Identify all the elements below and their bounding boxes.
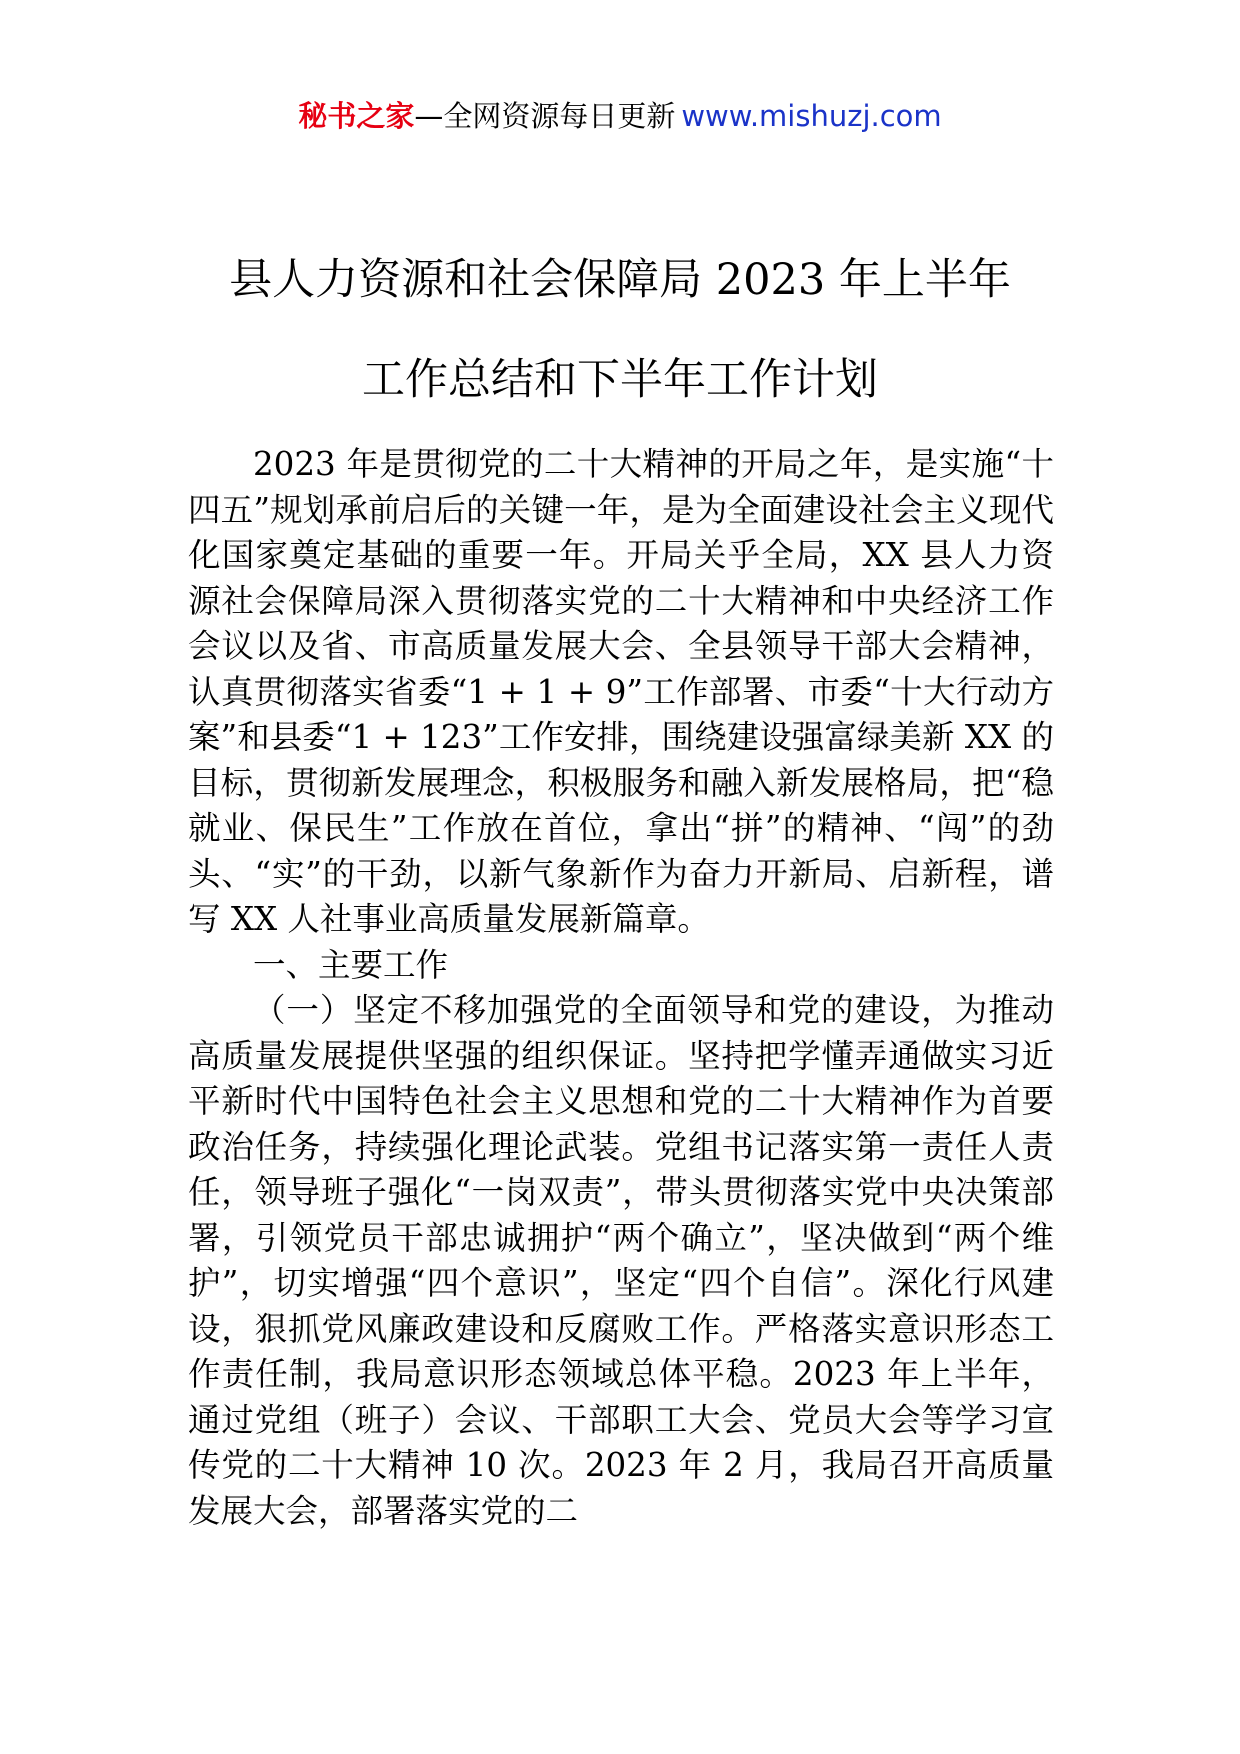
section-paragraph: （一）坚定不移加强党的全面领导和党的建设，为推动高质量发展提供坚强的组织保证。坚持把学懂弄通做实习近平新时代中国特色社会主义思想和党的二十大精神作为首要政治任务，持续强化理论武装。党组书记落实第一责任人责任，领导班子强化“一岗双责”，带头贯彻落实党中央决策部署，引领党员干部忠诚拥护“两个确立”，坚决做到“两个维护”，切实增强“四个意识”，坚定“四个自信”。深化行风建设，狠抓党风廉政建设和反腐败工作。严格落实意识形态工作责任制，我局意识形态领域总体平稳。2023 年上半年，通过党组（班子）会议、干部职工大会、党员大会等学习宣传党的二十大精神 10 次。2023 年 2 月，我局召开高质量发展大会，部署落实党的二 <box>188 991 1054 1530</box>
document-body <box>188 442 1054 1534</box>
site-header <box>0 96 1240 136</box>
website-link[interactable]: www.mishuzj.com <box>681 99 942 133</box>
intro-paragraph: 2023 年是贯彻党的二十大精神的开局之年，是实施“十四五”规划承前启后的关键一年，是为全面建设社会主义现代化国家奠定基础的重要一年。开局关乎全局，XX 县人力资源社会保障局深入贯彻落实党的二十大精神和中央经济工作会议以及省、市高质量发展大会、全县领导干部大会精神，认真贯彻落实省委“1 + 1 + 9”工作部署、市委“十大行动方案”和县委“1 + 123”工作安排，围绕建设强富绿美新 XX 的目标，贯彻新发展理念，积极服务和融入新发展格局，把“稳就业、保民生”工作放在首位，拿出“拼”的精神、“闯”的劲头、“实”的干劲，以新气象新作为奋力开新局、启新程，谱写 XX 人社事业高质量发展新篇章。 <box>188 445 1054 938</box>
section-heading: 一、主要工作 <box>253 945 449 984</box>
brand-name: 秘书之家 <box>298 99 415 133</box>
header-slogan: —全网资源每日更新 <box>414 99 676 133</box>
document-title <box>0 230 1240 430</box>
title-line-2: 工作总结和下半年工作计划 <box>362 355 878 405</box>
title-line-1: 县人力资源和社会保障局 2023 年上半年 <box>229 255 1011 305</box>
